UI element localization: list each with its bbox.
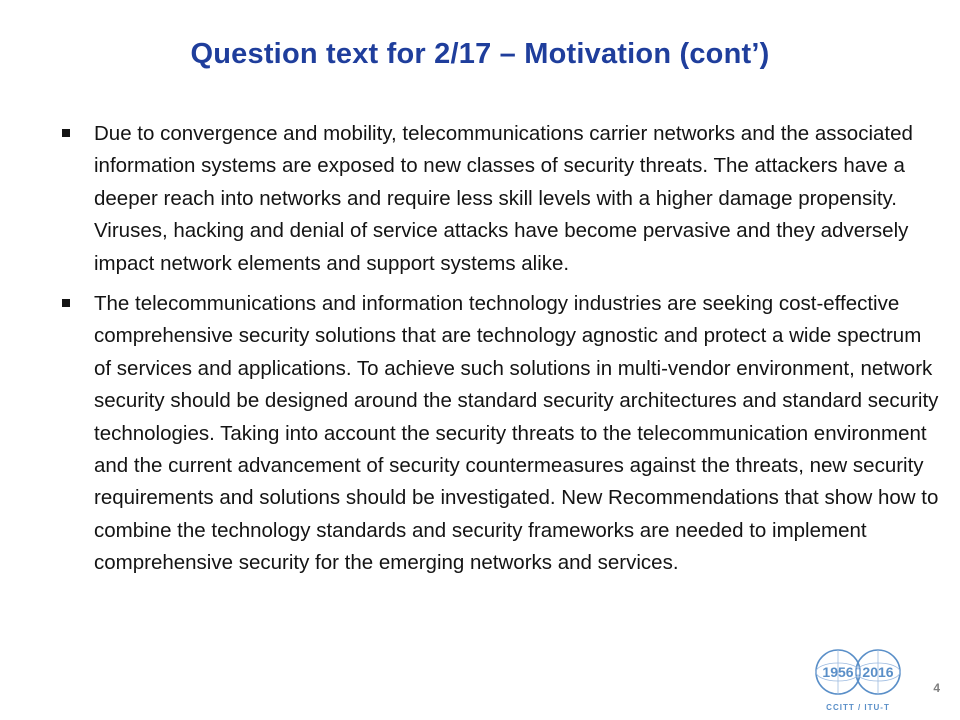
bullet-item — [60, 288, 940, 580]
logo-caption: CCITT / ITU-T — [826, 703, 890, 712]
bullet-text: The telecommunications and information technology industries are seeking cost-effective comprehensive security solutions that are technology agnostic and protect a wide spectrum of services and applications. To achieve such solutions in multi-vendor environment, network security should be designed around the standard security architectures and standard security technologies. Taking into account the security threats to the telecommunication environment and the current advancement of security countermeasures against the threats, new security requirements and solutions should be investigated. New Recommendations that show how to combine the technology standards and security frameworks are needed to implement comprehensive security for the emerging networks and services. — [94, 292, 939, 575]
bullet-text: Due to convergence and mobility, telecommunications carrier networks and the associated information systems are exposed to new classes of security threats. The attackers have a deeper reach into networks and require less skill levels with a higher damage propensity. Viruses, hacking and denial of service attacks have become pervasive and they adversely impact network elements and support systems alike. — [94, 122, 913, 275]
slide-title: Question text for 2/17 – Motivation (cont’) — [190, 38, 770, 70]
ccitt-itu-anniversary-logo — [808, 640, 908, 720]
bullet-item — [60, 118, 940, 280]
page-number: 4 — [933, 681, 940, 695]
logo-year-start: 1956 — [822, 664, 854, 680]
logo-year-end: 2016 — [862, 664, 894, 680]
square-bullet-icon — [62, 129, 70, 137]
square-bullet-icon — [62, 299, 70, 307]
bullet-list — [60, 118, 940, 588]
